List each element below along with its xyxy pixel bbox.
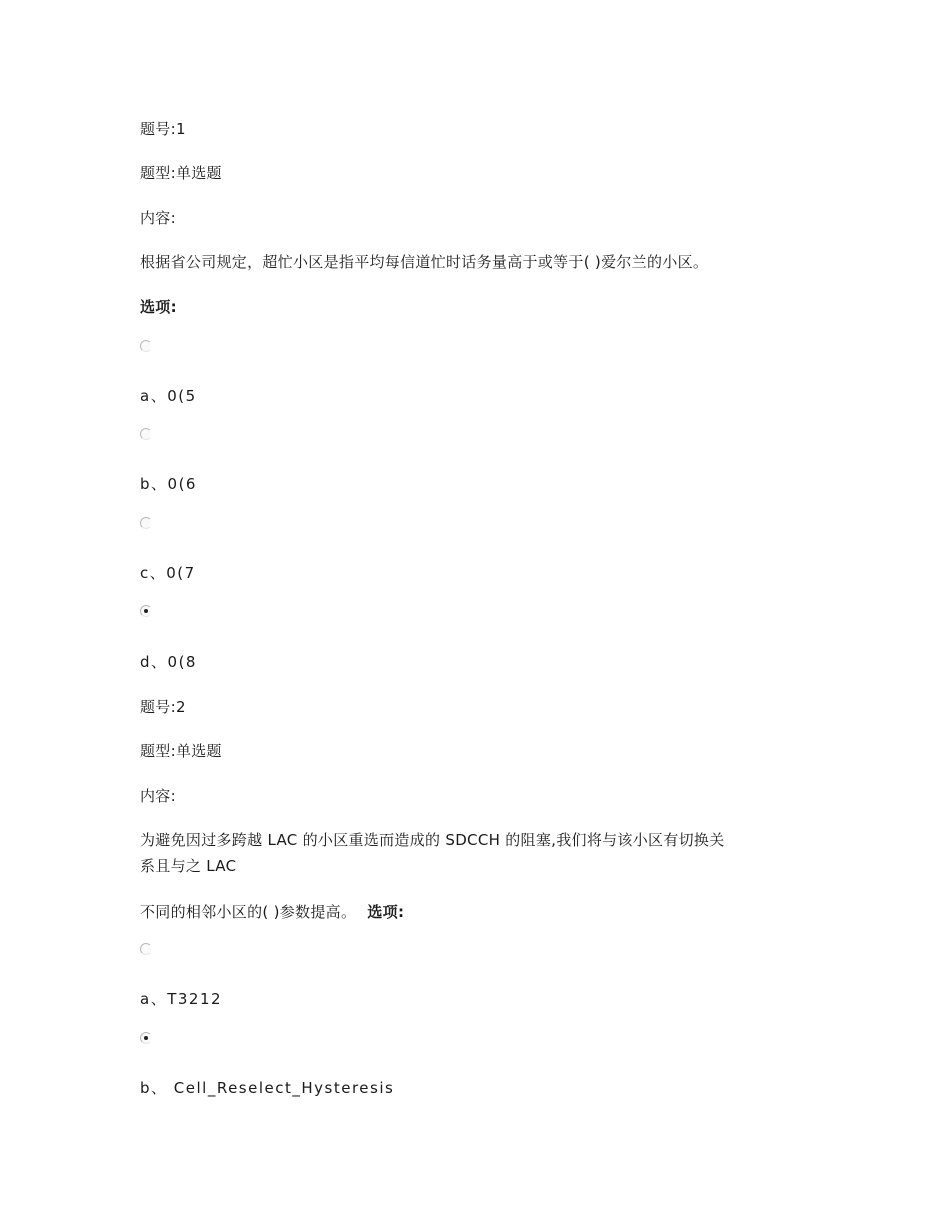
question-type: 题型:单选题 [140, 164, 222, 182]
question-content-line-2: 系且与之 LAC [140, 857, 237, 875]
option-d-label: d、0(8 [140, 653, 197, 671]
options-label: 选项: [140, 298, 177, 316]
option-b-label: b、 Cell_Reselect_Hysteresis [140, 1079, 395, 1097]
content-label: 内容: [140, 787, 176, 805]
option-a-label: a、0(5 [140, 387, 197, 405]
question-number: 题号:2 [140, 698, 186, 716]
options-label: 选项: [367, 903, 405, 921]
option-b-label: b、0(6 [140, 475, 197, 493]
option-b-radio-selected[interactable] [140, 1032, 152, 1044]
question-content-line-3-row [140, 902, 404, 922]
option-a-radio[interactable] [140, 340, 152, 352]
radio-dot [144, 1036, 148, 1040]
option-d-radio-selected[interactable] [140, 605, 152, 617]
option-a-radio[interactable] [140, 943, 152, 955]
question-content-line-1: 为避免因过多跨越 LAC 的小区重选而造成的 SDCCH 的阻塞,我们将与该小区有切换关 [140, 831, 725, 849]
question-type: 题型:单选题 [140, 742, 222, 760]
option-b-radio[interactable] [140, 428, 152, 440]
option-c-label: c、0(7 [140, 564, 196, 582]
question-content-line-3: 不同的相邻小区的( )参数提高。 [140, 903, 357, 921]
question-number: 题号:1 [140, 120, 186, 138]
option-c-radio[interactable] [140, 517, 152, 529]
option-a-label: a、T3212 [140, 990, 223, 1008]
question-content: 根据省公司规定，超忙小区是指平均每信道忙时话务量高于或等于( )爱尔兰的小区。 [140, 253, 709, 271]
content-label: 内容: [140, 209, 176, 227]
radio-dot [144, 609, 148, 613]
